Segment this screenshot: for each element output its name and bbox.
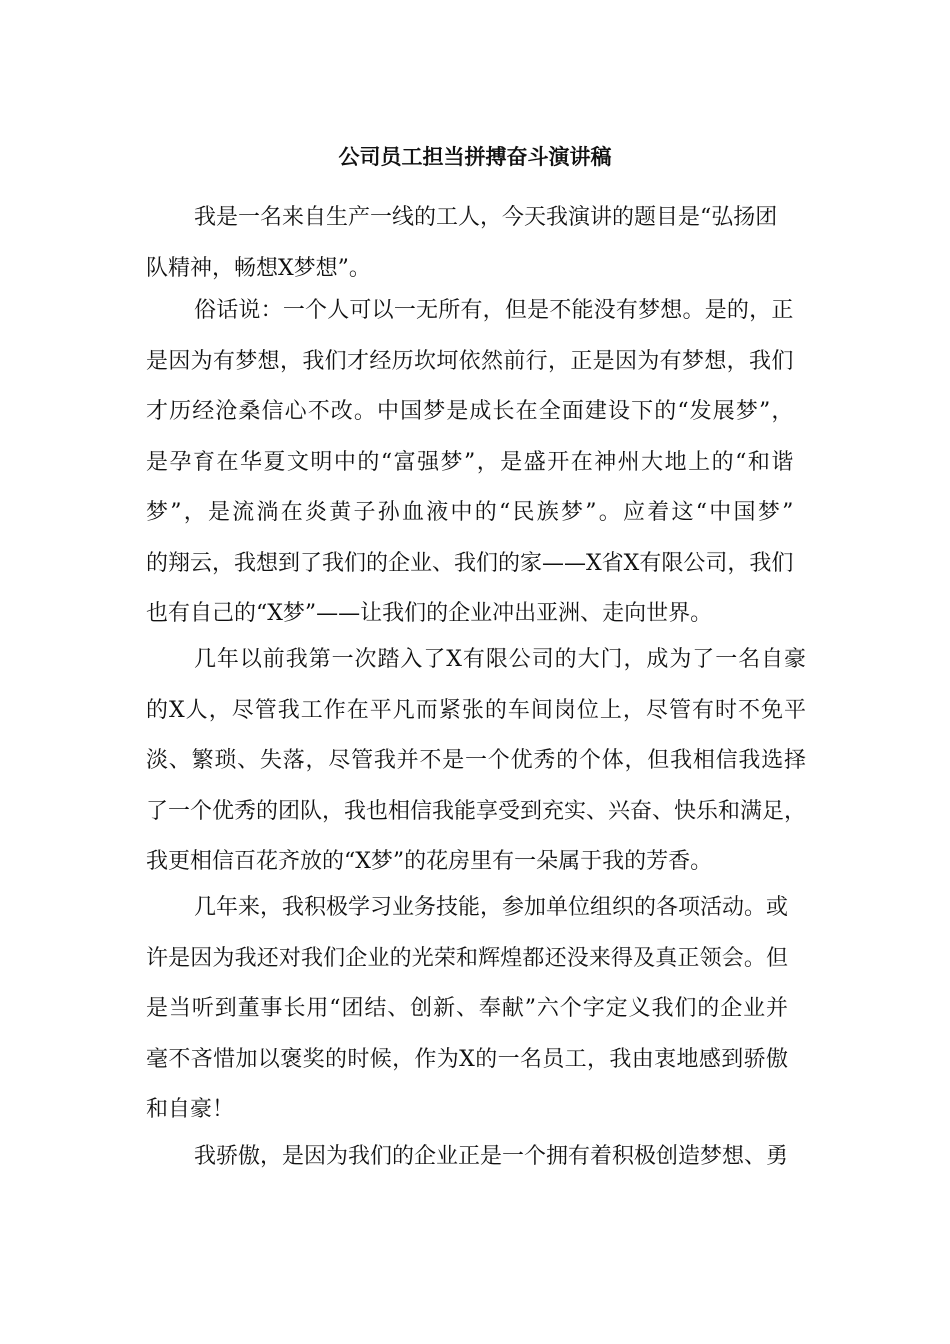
text-line: 的翔云，我想到了我们的企业、我们的家——X省X有限公司，我们 (146, 550, 794, 576)
text-line: 淡、繁琐、失落，尽管我并不是一个优秀的个体，但我相信我选择 (146, 748, 807, 773)
paragraph (146, 286, 793, 640)
text-line: 我更相信百花齐放的“X梦”的花房里有一朵属于我的芳香。 (146, 849, 713, 874)
text-line: 也有自己的“X梦”——让我们的企业冲出亚洲、走向世界。 (146, 601, 713, 626)
text-line: 几年以前我第一次踏入了X有限公司的大门，成为了一名自豪 (194, 647, 807, 672)
text-line: 才历经沧桑信心不改。中国梦是成长在全面建设下的“发展梦”， (146, 399, 794, 424)
text-line: 几年来，我积极学习业务技能，参加单位组织的各项活动。或 (194, 895, 789, 920)
text-line: 是孕育在华夏文明中的“富强梦”，是盛开在神州大地上的“和谐 (146, 449, 794, 475)
text-line: 和自豪！ (146, 1097, 235, 1122)
text-line: 梦”，是流淌在炎黄子孙血液中的“民族梦”。应着这“中国梦” (146, 500, 794, 525)
paragraph (146, 883, 788, 1136)
paragraph (146, 193, 777, 294)
text-line: 我是一名来自生产一线的工人，今天我演讲的题目是“弘扬团 (194, 205, 778, 230)
text-line: 了一个优秀的团队，我也相信我能享受到充实、兴奋、快乐和满足， (146, 798, 807, 824)
paragraph (146, 1132, 788, 1183)
text-line: 我骄傲，是因为我们的企业正是一个拥有着积极创造梦想、勇 (194, 1144, 789, 1169)
text-line: 的X人，尽管我工作在平凡而紧张的车间岗位上，尽管有时不免平 (146, 697, 807, 723)
text-line: 俗话说：一个人可以一无所有，但是不能没有梦想。是的，正 (194, 298, 794, 323)
text-line: 队精神，畅想X梦想”。 (146, 255, 371, 281)
document-title: 公司员工担当拼搏奋斗演讲稿 (338, 145, 612, 169)
text-line: 许是因为我还对我们企业的光荣和辉煌都还没来得及真正领会。但 (146, 945, 789, 971)
text-line: 是因为有梦想，我们才经历坎坷依然前行，正是因为有梦想，我们 (146, 348, 794, 374)
text-line: 是当听到董事长用“团结、创新、奉献”六个字定义我们的企业并 (146, 996, 789, 1021)
paragraph (146, 635, 806, 888)
text-line: 毫不吝惜加以褒奖的时候，作为X的一名员工，我由衷地感到骄傲 (146, 1046, 789, 1072)
